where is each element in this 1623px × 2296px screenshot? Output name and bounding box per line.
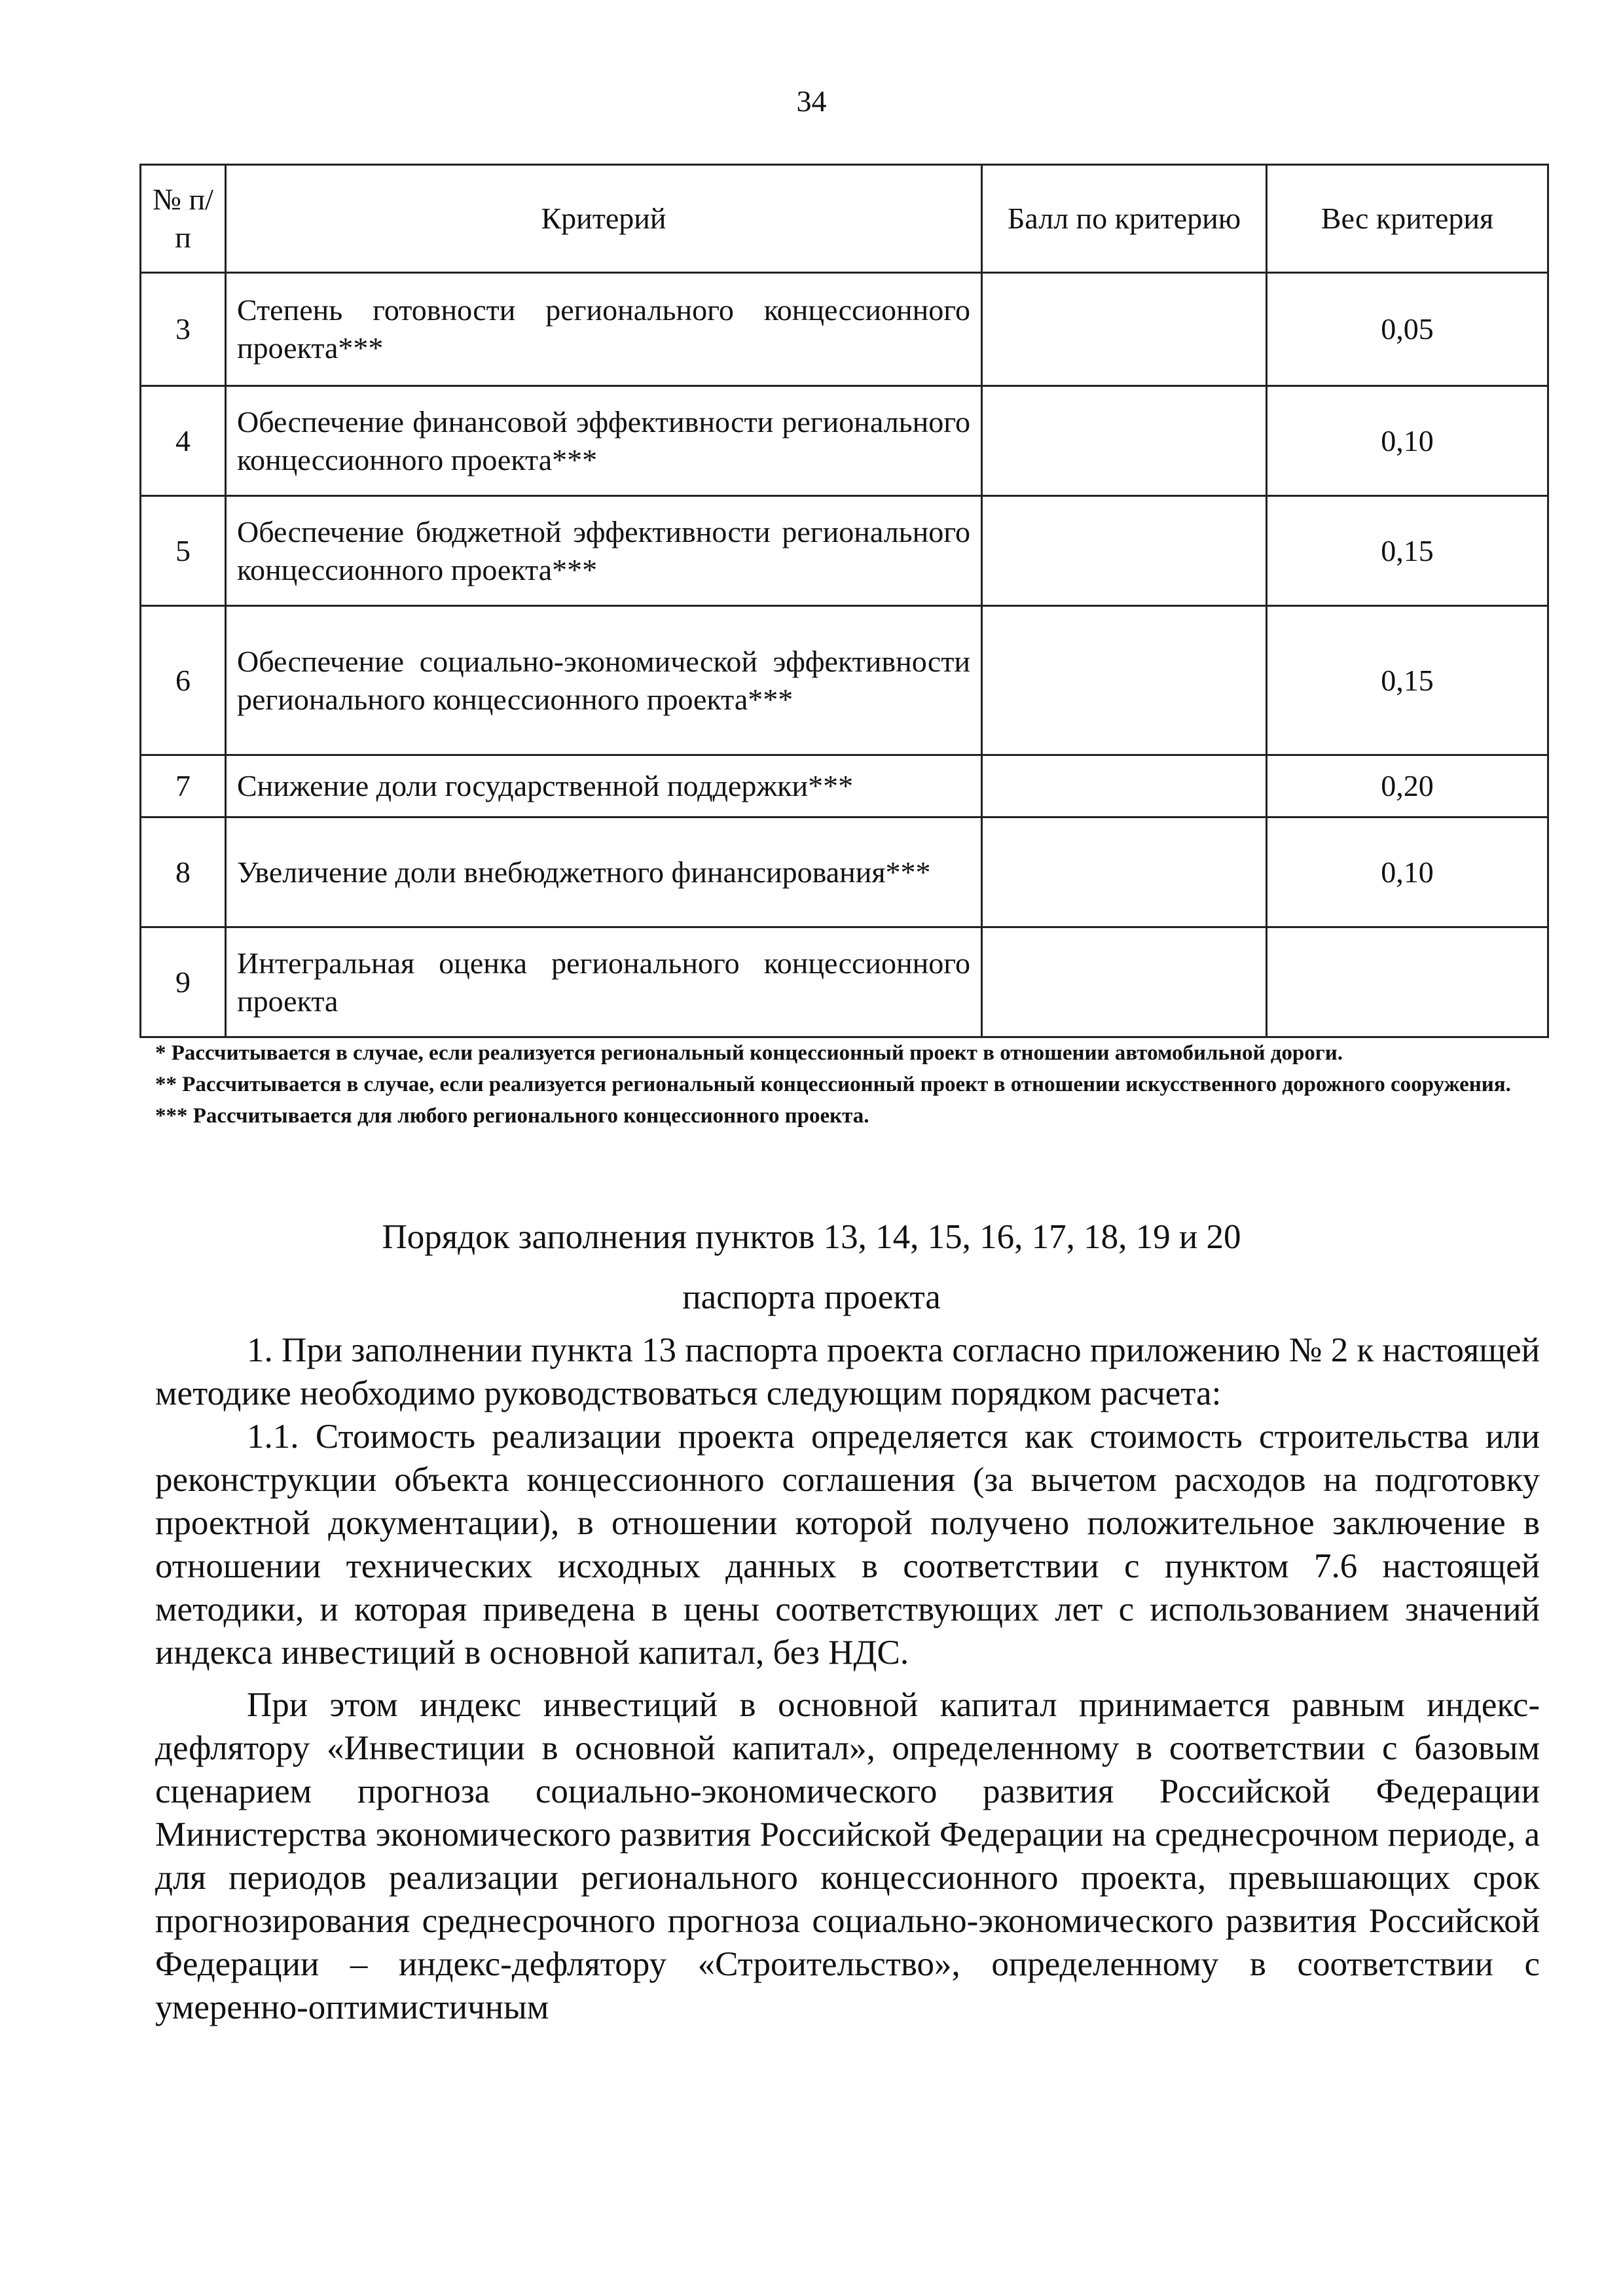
row-num: 5 (141, 496, 226, 606)
row-criterion: Обеспечение бюджетной эффективности регионального концессионного проекта*** (226, 496, 982, 606)
header-num: № п/п (141, 165, 226, 273)
table-row (141, 273, 1548, 386)
footnotes (155, 1037, 1543, 1132)
row-criterion: Снижение доли государственной поддержки*** (226, 755, 982, 817)
row-score (982, 606, 1267, 755)
table-row (141, 606, 1548, 755)
table-row (141, 496, 1548, 606)
page-number: 34 (796, 84, 827, 118)
row-weight: 0,10 (1267, 386, 1548, 496)
row-weight: 0,15 (1267, 496, 1548, 606)
header-score: Балл по критерию (982, 165, 1267, 273)
row-weight: 0,05 (1267, 273, 1548, 386)
row-num: 9 (141, 927, 226, 1037)
row-criterion: Увеличение доли внебюджетного финансирования*** (226, 817, 982, 927)
row-num: 3 (141, 273, 226, 386)
header-criterion: Критерий (226, 165, 982, 273)
row-weight: 0,20 (1267, 755, 1548, 817)
row-criterion: Степень готовности регионального концессионного проекта*** (226, 273, 982, 386)
row-weight: 0,15 (1267, 606, 1548, 755)
row-score (982, 386, 1267, 496)
footnote: *** Рассчитывается для любого регионального концессионного проекта. (155, 1104, 869, 1128)
row-num: 4 (141, 386, 226, 496)
footnote: * Рассчитывается в случае, если реализуется региональный концессионный проект в отношении автомобильной дороги. (155, 1041, 1343, 1065)
footnote: ** Рассчитывается в случае, если реализуется региональный концессионный проект в отношении искусственного дорожного сооружения. (155, 1073, 1511, 1096)
header-weight: Вес критерия (1267, 165, 1548, 273)
body-text (155, 1329, 1540, 2029)
section-subtitle: паспорта проекта (682, 1278, 941, 1316)
row-score (982, 927, 1267, 1037)
row-criterion: Обеспечение социально-экономической эффективности регионального концессионного проекта*** (226, 606, 982, 755)
row-score (982, 496, 1267, 606)
row-criterion: Обеспечение финансовой эффективности регионального концессионного проекта*** (226, 386, 982, 496)
paragraph: 1.1. Стоимость реализации проекта определяется как стоимость строительства или реконструкции объекта концессионного соглашения (за вычетом расходов на подготовку проектной документации), в отношении которой получено положительное заключение в отношении технических исходных данных в соответствии с пунктом 7.6 настоящей методики, и которая приведена в цены соответствующих лет с использованием значений индекса инвестиций в основной капитал, без НДС. (155, 1418, 1540, 1672)
row-num: 8 (141, 817, 226, 927)
row-score (982, 817, 1267, 927)
table-header-row (141, 165, 1548, 273)
paragraph: 1. При заполнении пункта 13 паспорта проекта согласно приложению № 2 к настоящей методике необходимо руководствоваться следующим порядком расчета: (155, 1331, 1540, 1412)
criteria-table (139, 164, 1549, 1038)
row-score (982, 755, 1267, 817)
section-title: Порядок заполнения пунктов 13, 14, 15, 16, 17, 18, 19 и 20 (382, 1218, 1241, 1256)
table-row (141, 927, 1548, 1037)
table-row (141, 817, 1548, 927)
row-num: 6 (141, 606, 226, 755)
row-weight: 0,10 (1267, 817, 1548, 927)
table-row (141, 386, 1548, 496)
row-score (982, 273, 1267, 386)
paragraph: При этом индекс инвестиций в основной капитал принимается равным индекс-дефлятору «Инвестиции в основной капитал», определенному в соответствии с базовым сценарием прогноза социально-экономического развития Российской Федерации Министерства экономического развития Российской Федерации на среднесрочном периоде, а для периодов реализации регионального концессионного проекта, превышающих срок прогнозирования среднесрочного прогноза социально-экономического развития Российской Федерации – индекс-дефлятору «Строительство», определенному в соответствии с умеренно-оптимистичным (155, 1686, 1540, 2026)
row-criterion: Интегральная оценка регионального концессионного проекта (226, 927, 982, 1037)
table-row (141, 755, 1548, 817)
row-weight (1267, 927, 1548, 1037)
row-num: 7 (141, 755, 226, 817)
